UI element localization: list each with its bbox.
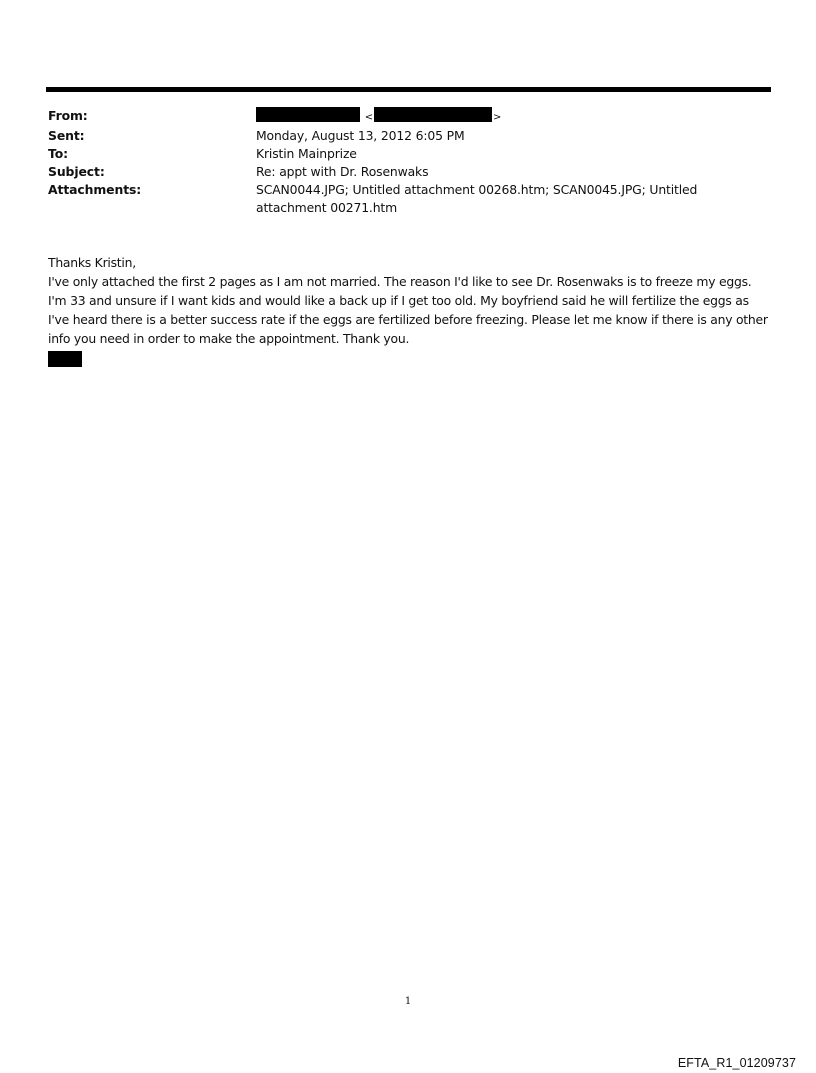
subject-value: Re: appt with Dr. Rosenwaks	[256, 164, 429, 179]
email-open-bracket: <	[364, 112, 374, 123]
body-paragraph: I've only attached the first 2 pages as I am not married. The reason I'd like to see Dr. Rosenwaks is to freeze my eggs. I'm 33 and unsure if I want kids and would like a back up if I get too old. My boyfriend said he will fertilize the eggs as I've heard there is a better success rate if the eggs are fertilized before freezing. Please let me know if there is any other info you need in order to make the appointment. Thank you.	[48, 274, 768, 346]
header-row-to	[48, 145, 770, 163]
email-header	[48, 107, 770, 217]
sent-label: Sent:	[48, 128, 85, 143]
redacted-signature	[48, 351, 82, 367]
header-divider-rule	[46, 87, 771, 92]
document-id: EFTA_R1_01209737	[677, 1056, 796, 1070]
from-value	[256, 107, 770, 127]
redacted-sender-email	[374, 107, 492, 122]
attachments-value: SCAN0044.JPG; Untitled attachment 00268.htm; SCAN0045.JPG; Untitled attachment 00271.htm	[256, 182, 698, 215]
sent-value: Monday, August 13, 2012 6:05 PM	[256, 128, 465, 143]
header-row-attachments	[48, 181, 770, 217]
email-body	[48, 253, 770, 367]
page-number: 1	[404, 996, 412, 1007]
email-close-bracket: >	[493, 112, 502, 123]
header-row-subject	[48, 163, 770, 181]
subject-label: Subject:	[48, 164, 105, 179]
to-value: Kristin Mainprize	[256, 146, 357, 161]
redacted-sender-name	[256, 107, 360, 122]
attachments-label: Attachments:	[48, 182, 142, 197]
header-row-sent	[48, 127, 770, 145]
from-label: From:	[48, 108, 88, 123]
body-greeting: Thanks Kristin,	[48, 255, 136, 270]
to-label: To:	[48, 146, 68, 161]
header-row-from	[48, 107, 770, 127]
